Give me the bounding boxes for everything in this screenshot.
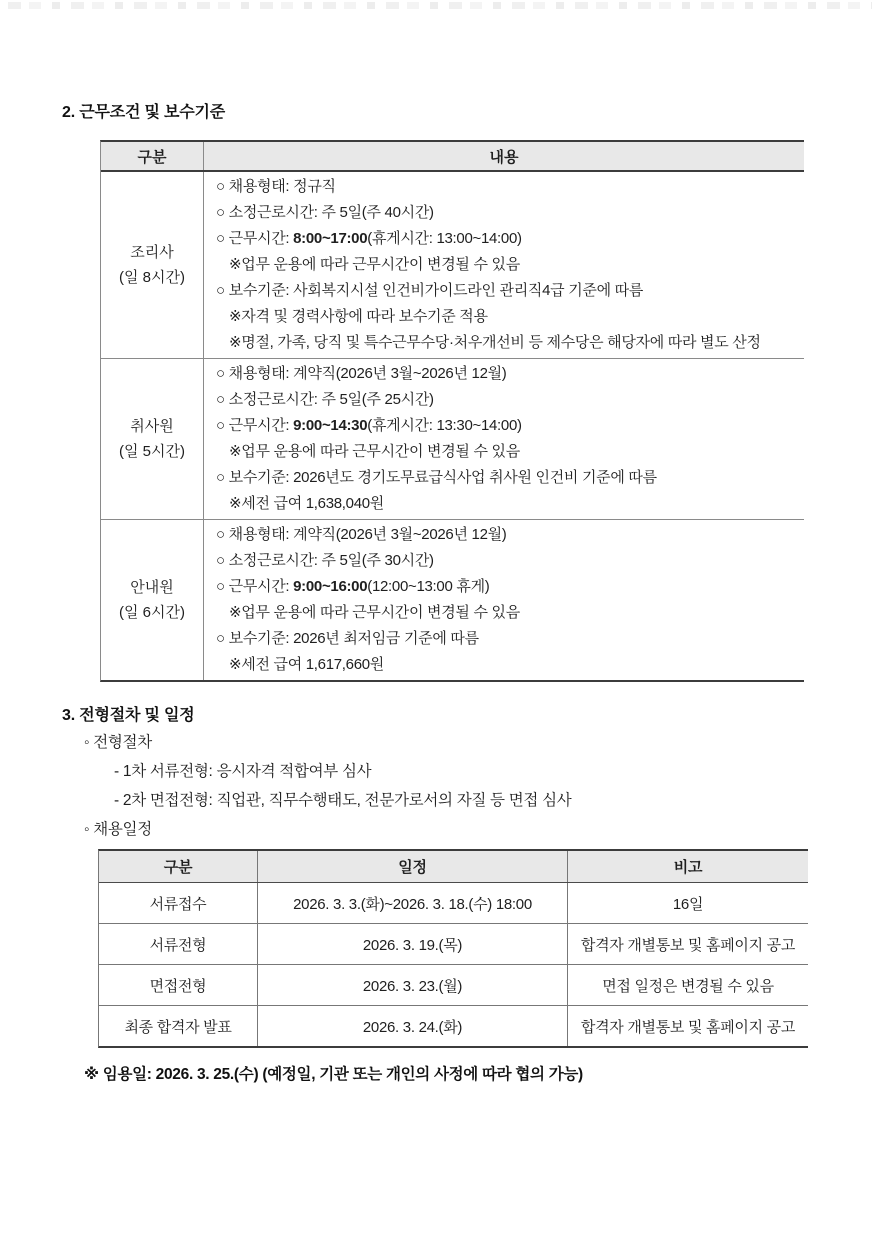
- daily-hours: (일 8시간): [119, 269, 185, 286]
- table-row: [101, 359, 804, 520]
- section2-title: 2. 근무조건 및 보수기준: [62, 104, 225, 121]
- table-cell: 16일: [672, 895, 704, 913]
- content-line: ○ 채용형태: 계약직(2026년 3월~2026년 12월): [216, 365, 507, 382]
- content-line: ※업무 운용에 따라 근무시간이 변경될 수 있음: [229, 604, 520, 621]
- appointment-date-note: ※ 임용일: 2026. 3. 25.(수) (예정일, 기관 또는 개인의 사정에 따라 협의 가능): [84, 1066, 583, 1083]
- table-row: [101, 520, 804, 680]
- table-body: [99, 883, 808, 1046]
- content-line: ○ 근무시간: 8:00~17:00(휴게시간: 13:00~14:00): [216, 230, 522, 247]
- content-line: ○ 보수기준: 사회복지시설 인건비가이드라인 관리직4급 기준에 따름: [216, 282, 644, 299]
- list-item: ◦ 채용일정: [84, 821, 152, 838]
- table-header-cell-gubun: 구분: [99, 851, 258, 882]
- content-line: ※명절, 가족, 당직 및 특수근무수당·처우개선비 등 제수당은 해당자에 따라 별도 산정: [229, 334, 761, 351]
- content-line: ○ 채용형태: 정규직: [216, 178, 336, 195]
- content-line: ○ 소정근로시간: 주 5일(주 40시간): [216, 204, 434, 221]
- table-row: [101, 172, 804, 359]
- job-title: 취사원: [130, 418, 174, 435]
- table-cell: 2026. 3. 3.(화)~2026. 3. 18.(수) 18:00: [258, 883, 568, 923]
- table-header-row: [99, 851, 808, 883]
- work-conditions-table: [100, 140, 804, 682]
- table-header-cell-gubun: 구분: [101, 142, 204, 170]
- row-content: [204, 172, 804, 358]
- table-header-cell-bigo: 비고: [673, 859, 703, 876]
- job-title: 안내원: [130, 579, 174, 596]
- row-label: [101, 172, 204, 358]
- content-line: ○ 채용형태: 계약직(2026년 3월~2026년 12월): [216, 526, 507, 543]
- table-cell: 면접 일정은 변경될 수 있음: [602, 977, 774, 995]
- table-header-row: [101, 142, 804, 172]
- table-row: [99, 965, 808, 1006]
- content-line: ○ 소정근로시간: 주 5일(주 30시간): [216, 552, 434, 569]
- content-line: ※자격 및 경력사항에 따라 보수기준 적용: [229, 308, 488, 325]
- table-row: [99, 924, 808, 965]
- table-row: [99, 883, 808, 924]
- page-edge-scan-artifact: [8, 2, 872, 9]
- content-line: ○ 근무시간: 9:00~16:00(12:00~13:00 휴게): [216, 578, 490, 595]
- table-cell: 2026. 3. 24.(화): [258, 1006, 568, 1046]
- content-line: ※업무 운용에 따라 근무시간이 변경될 수 있음: [229, 443, 520, 460]
- table-cell: 면접전형: [99, 965, 258, 1005]
- table-cell: 2026. 3. 23.(월): [258, 965, 568, 1005]
- list-item: - 2차 면접전형: 직업관, 직무수행태도, 전문가로서의 자질 등 면접 심사: [114, 792, 572, 809]
- content-line: ※세전 급여 1,638,040원: [229, 495, 384, 512]
- list-item: - 1차 서류전형: 응시자격 적합여부 심사: [114, 763, 372, 780]
- content-line: ※업무 운용에 따라 근무시간이 변경될 수 있음: [229, 256, 520, 273]
- table-row: [99, 1006, 808, 1046]
- table-cell: 합격자 개별통보 및 홈페이지 공고: [580, 1018, 796, 1036]
- row-content: [204, 520, 804, 680]
- content-line: ○ 소정근로시간: 주 5일(주 25시간): [216, 391, 434, 408]
- schedule-table: [98, 849, 808, 1048]
- section3-title: 3. 전형절차 및 일정: [62, 707, 195, 724]
- content-line: ○ 근무시간: 9:00~14:30(휴게시간: 13:30~14:00): [216, 417, 522, 434]
- table-header-cell-iljeong: 일정: [258, 851, 568, 882]
- row-label: [101, 359, 204, 519]
- table-body: [101, 172, 804, 680]
- content-line: ※세전 급여 1,617,660원: [229, 656, 384, 673]
- content-line: ○ 보수기준: 2026년도 경기도무료급식사업 취사원 인건비 기준에 따름: [216, 469, 657, 486]
- daily-hours: (일 5시간): [119, 443, 185, 460]
- job-title: 조리사: [130, 244, 174, 261]
- content-line: ○ 보수기준: 2026년 최저임금 기준에 따름: [216, 630, 479, 647]
- list-item: ◦ 전형절차: [84, 734, 152, 751]
- table-cell: 서류접수: [99, 883, 258, 923]
- row-content: [204, 359, 804, 519]
- table-cell: 2026. 3. 19.(목): [258, 924, 568, 964]
- row-label: [101, 520, 204, 680]
- selection-procedure-list: [84, 733, 571, 849]
- table-cell: 서류전형: [99, 924, 258, 964]
- table-cell: 합격자 개별통보 및 홈페이지 공고: [580, 936, 796, 954]
- table-cell: 최종 합격자 발표: [99, 1006, 258, 1046]
- table-header-cell-naeyong: 내용: [489, 148, 519, 166]
- daily-hours: (일 6시간): [119, 604, 185, 621]
